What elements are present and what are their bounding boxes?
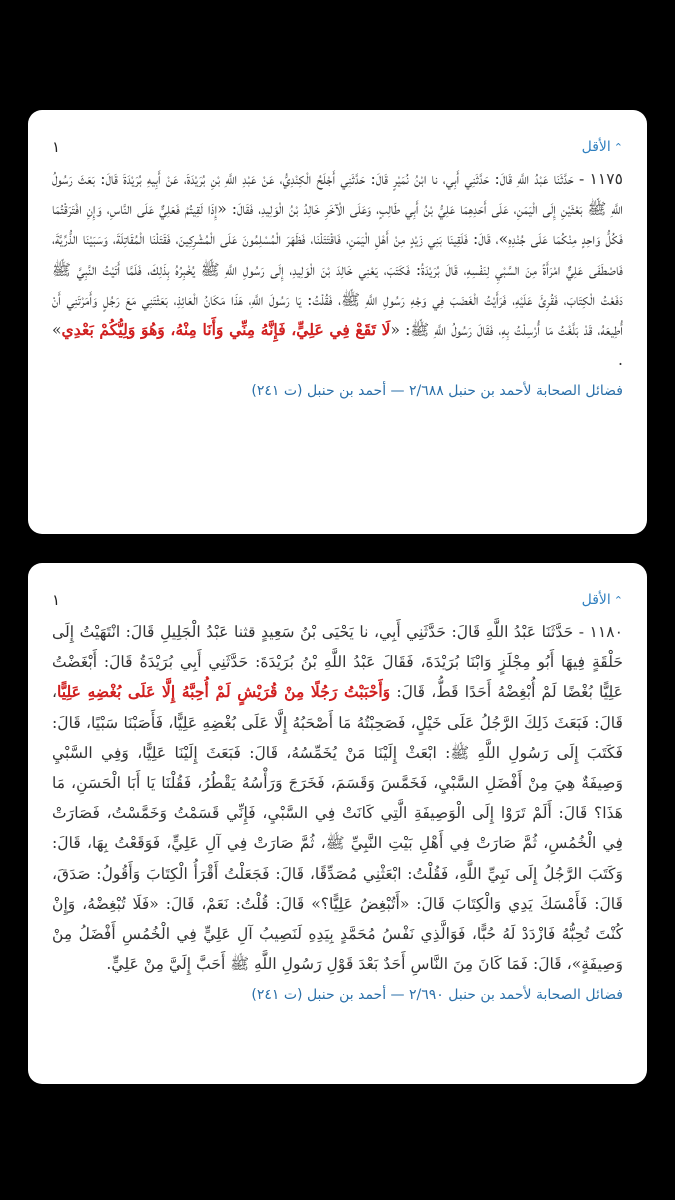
less-label[interactable]: الأقل [581, 592, 611, 608]
less-label[interactable]: الأقل [581, 139, 611, 155]
chevron-up-icon[interactable]: ⌃ [613, 593, 623, 607]
chevron-up-icon[interactable]: ⌃ [613, 140, 623, 154]
card-header [52, 589, 623, 611]
hadith-text [52, 617, 623, 979]
hadith-text-part: ، قَالَ: فَبَعَثَ ذَلِكَ الرَّجُلُ عَلَى خَيْلٍ، فَصَحِبْتُهُ مَا أَصْحَبُهُ إِلَّا عَلَى بُغْضِهِ عَلِيًّا، فَأَصَبْنَا سَبْيًا، قَالَ: فَكَتَبَ إِلَى رَسُولِ اللَّهِ ﷺ: ابْعَثْ إِلَيْنَا مَنْ يُخَمِّسُهُ، قَالَ: فَبَعَثَ إِلَيْنَا عَلِيًّا، وَفِي السَّبْيِ وَصِيفَةٌ هِيَ مِنْ أَفْضَلِ السَّبْيِ، فَخَمَّسَ وَقَسَمَ، فَخَرَجَ وَرَأْسُهُ يَقْطُرُ، فَقُلْنَا يَا أَبَا الْحَسَنِ، مَا هَذَا؟ قَالَ: أَلَمْ تَرَوْا إِلَى الْوَصِيفَةِ الَّتِي كَانَتْ فِي السَّبْيِ، فَإِنِّي قَسَمْتُ وَخَمَّسْتُ، فَصَارَتْ فِي الْخُمُسِ، ثُمَّ صَارَتْ فِي أَهْلِ بَيْتِ النَّبِيِّ ﷺ، ثُمَّ صَارَتْ فِي آلِ عَلِيٍّ، فَوَقَعْتُ بِهَا، قَالَ: وَكَتَبَ الرَّجُلُ إِلَى نَبِيِّ اللَّهِ، فَقُلْتُ: ابْعَثْنِي مُصَدِّقًا، قَالَ: فَجَعَلْتُ أَقْرَأُ الْكِتَابَ وَأَقُولُ: صَدَقَ، قَالَ: فَأَمْسَكَ يَدِي وَالْكِتَابَ قَالَ: «أَتُبْغِضُ عَلِيًّا؟» قَالَ: قُلْتُ: نَعَمْ، قَالَ: «فَلَا تُبْغِضْهُ، وَإِنْ كُنْتَ تُحِبُّهُ فَازْدَدْ لَهُ حُبًّا، فَوَالَّذِي نَفْسُ مُحَمَّدٍ بِيَدِهِ لَنَصِيبُ آلِ عَلِيٍّ فِي الْخُمُسِ أَفْضَلُ مِنْ وَصِيفَةٍ»، قَالَ: فَمَا كَانَ مِنَ النَّاسِ أَحَدٌ بَعْدَ قَوْلِ رَسُولِ اللَّهِ ﷺ أَحَبَّ إِلَيَّ مِنْ عَلِيٍّ. [52, 683, 623, 974]
less-toggle[interactable] [582, 592, 623, 608]
hadith-text-part: ١١٧٥ - حَدَّثَنَا عَبْدُ اللَّهِ قَالَ: حَدَّثَنِي أَبِي، نا ابْنُ نُمَيْرٍ قَالَ: حَدَّثَنِي أَجْلَحُ الْكِنْدِيُّ، عَنْ عَبْدِ اللَّهِ بْنِ بُرَيْدَةَ، عَنْ أَبِيهِ بُرَيْدَةَ قَالَ: بَعَثَ رَسُولُ اللَّهِ ﷺ بَعْثَيْنِ إِلَى الْيَمَنِ، عَلَى أَحَدِهِمَا عَلِيُّ بْنُ أَبِي طَالِبٍ، وَعَلَى الْآخَرِ خَالِدُ بْنُ الْوَلِيدِ، فَقَالَ: «إِذَا لَقِيتُمْ فَعَلِيٌّ عَلَى النَّاسِ، وَإِنِ افْتَرَقْتُمَا فَكُلُّ وَاحِدٍ مِنْكُمَا عَلَى جُنْدِهِ»، قَالَ: فَلَقِينَا بَنِي زَيْدٍ مِنْ أَهْلِ الْيَمَنِ، فَاقْتَتَلْنَا، فَظَهَرَ الْمُسْلِمُونَ عَلَى الْمُشْرِكِينَ، فَقَتَلْنَا الْمُقَاتِلَةَ، وَسَبَيْنَا الذُّرِّيَّةَ، فَاصْطَفَى عَلِيٌّ امْرَأَةً مِنَ السَّبْيِ لِنَفْسِهِ، قَالَ بُرَيْدَةُ: فَكَتَبَ، يَعْنِي خَالِدَ بْنَ الْوَلِيدِ، إِلَى رَسُولِ اللَّهِ ﷺ يُخْبِرُهُ بِذَلِكَ، فَلَمَّا أَتَيْتُ النَّبِيَّ ﷺ دَفَعْتُ الْكِتَابَ، فَقُرِئَ عَلَيْهِ، فَرَأَيْتُ الْغَضَبَ فِي وَجْهِ رَسُولِ اللَّهِ ﷺ، فَقُلْتُ: يَا رَسُولَ اللَّهِ، هَذَا مَكَانُ الْعَائِذِ، بَعَثْتَنِي مَعَ رَجُلٍ وَأَمَرْتَنِي أَنْ أُطِيعَهُ، قَدْ بَلَّغْتُ مَا أُرْسِلْتُ بِهِ، فَقَالَ رَسُولُ اللَّهِ ﷺ: « [52, 170, 623, 340]
card-header [52, 136, 623, 158]
highlighted-text: وَأَحْبَبْتُ رَجُلًا مِنْ قُرَيْشٍ لَمْ أُحِبَّهُ إِلَّا عَلَى بُغْضِهِ عَلِيًّا [57, 682, 391, 702]
hadith-text-part: ١١٨٠ - حَدَّثَنَا عَبْدُ اللَّهِ قَالَ: حَدَّثَنِي أَبِي، نا يَحْيَى بْنُ سَعِيدٍ قثنا عَبْدُ الْجَلِيلِ قَالَ: انْتَهَيْتُ إِلَى حَلْقَةٍ فِيهَا أَبُو مِجْلَزٍ وَابْنَا بُرَيْدَةَ، فَقَالَ عَبْدُ اللَّهِ بْنُ بُرَيْدَةَ: حَدَّثَنِي أَبِي بُرَيْدَةُ قَالَ: أَبْغَضْتُ عَلِيًّا بُغْضًا لَمْ أُبْغِضْهُ أَحَدًا قَطُّ، قَالَ: [52, 623, 623, 702]
less-toggle[interactable] [582, 139, 623, 155]
result-number: ١ [52, 591, 61, 609]
hadith-text-part: » . [52, 321, 623, 370]
result-number: ١ [52, 138, 61, 156]
hadith-card-1180 [28, 563, 647, 1084]
source-reference[interactable]: فضائل الصحابة لأحمد بن حنبل ٢/٦٨٨ — أحمد بن حنبل (ت ٢٤١) [251, 383, 623, 400]
hadith-text [52, 164, 623, 375]
source-reference[interactable]: فضائل الصحابة لأحمد بن حنبل ٢/٦٩٠ — أحمد بن حنبل (ت ٢٤١) [251, 987, 623, 1004]
hadith-card-1175 [28, 110, 647, 534]
highlighted-text: لَا تَقَعْ فِي عَلِيٍّ، فَإِنَّهُ مِنِّي وَأَنَا مِنْهُ، وَهُوَ وَلِيُّكُمْ بَعْدِي [61, 320, 391, 340]
